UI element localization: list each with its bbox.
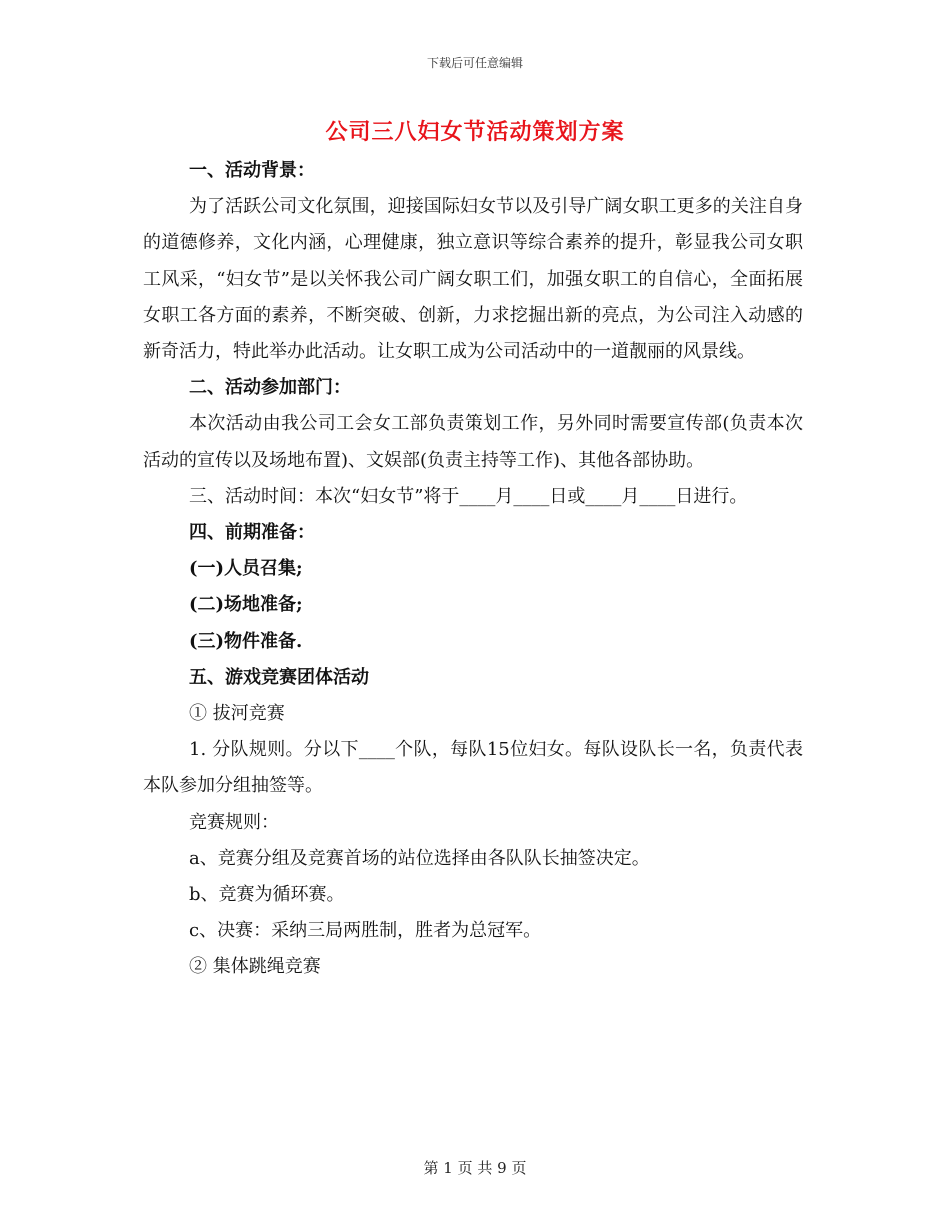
- header-note: 下载后可任意编辑: [426, 56, 523, 70]
- rule-b: b、竞赛为循环赛。: [189, 884, 345, 906]
- time-paragraph: 三、活动时间：本次“妇女节”将于____月____日或____月____日进行。: [189, 485, 748, 507]
- competition-rules-label: 竞赛规则：: [189, 811, 279, 833]
- prep-item-3: (三)物件准备.: [189, 630, 303, 652]
- background-heading: 一、活动背景：: [189, 160, 315, 181]
- game-1-title: ① 拔河竞赛: [189, 703, 285, 725]
- document-body: [143, 153, 803, 986]
- prep-heading: 四、前期准备：: [189, 522, 315, 544]
- background-paragraph: 为了活跃公司文化氛围，迎接国际妇女节以及引导广阔女职工更多的关注自身的道德修养，文化内涵，心理健康，独立意识等综合素养的提升，彰显我公司女职工风采，“妇女节”是以关怀我公司广阔女职工们，加强女职工的自信心，全面拓展女职工各方面的素养，不断突破、创新，力求挖掘出新的亮点，为公司注入动感的新奇活力，特此举办此活动。让女职工成为公司活动中的一道靓丽的风景线。: [143, 196, 803, 363]
- document-title: 公司三八妇女节活动策划方案: [325, 119, 625, 145]
- departments-paragraph: 本次活动由我公司工会女工部负责策划工作，另外同时需要宣传部(负责本次活动的宣传以及场地布置)、文娱部(负责主持等工作)、其他各部协助。: [143, 413, 803, 471]
- page-number: 第 1 页 共 9 页: [423, 1159, 527, 1177]
- departments-heading: 二、活动参加部门：: [189, 377, 351, 399]
- rule-a: a、竞赛分组及竞赛首场的站位选择由各队队长抽签决定。: [189, 847, 650, 869]
- games-heading: 五、游戏竞赛团体活动: [189, 666, 369, 688]
- prep-item-2: (二)场地准备;: [189, 594, 303, 616]
- prep-item-1: (一)人员召集;: [189, 558, 303, 580]
- game-1-rule: 1. 分队规则。分以下____个队，每队15位妇女。每队设队长一名，负责代表本队参加分组抽签等。: [143, 739, 803, 797]
- rule-c: c、决赛：采纳三局两胜制，胜者为总冠军。: [189, 920, 542, 942]
- game-2-title: ② 集体跳绳竞赛: [189, 956, 321, 978]
